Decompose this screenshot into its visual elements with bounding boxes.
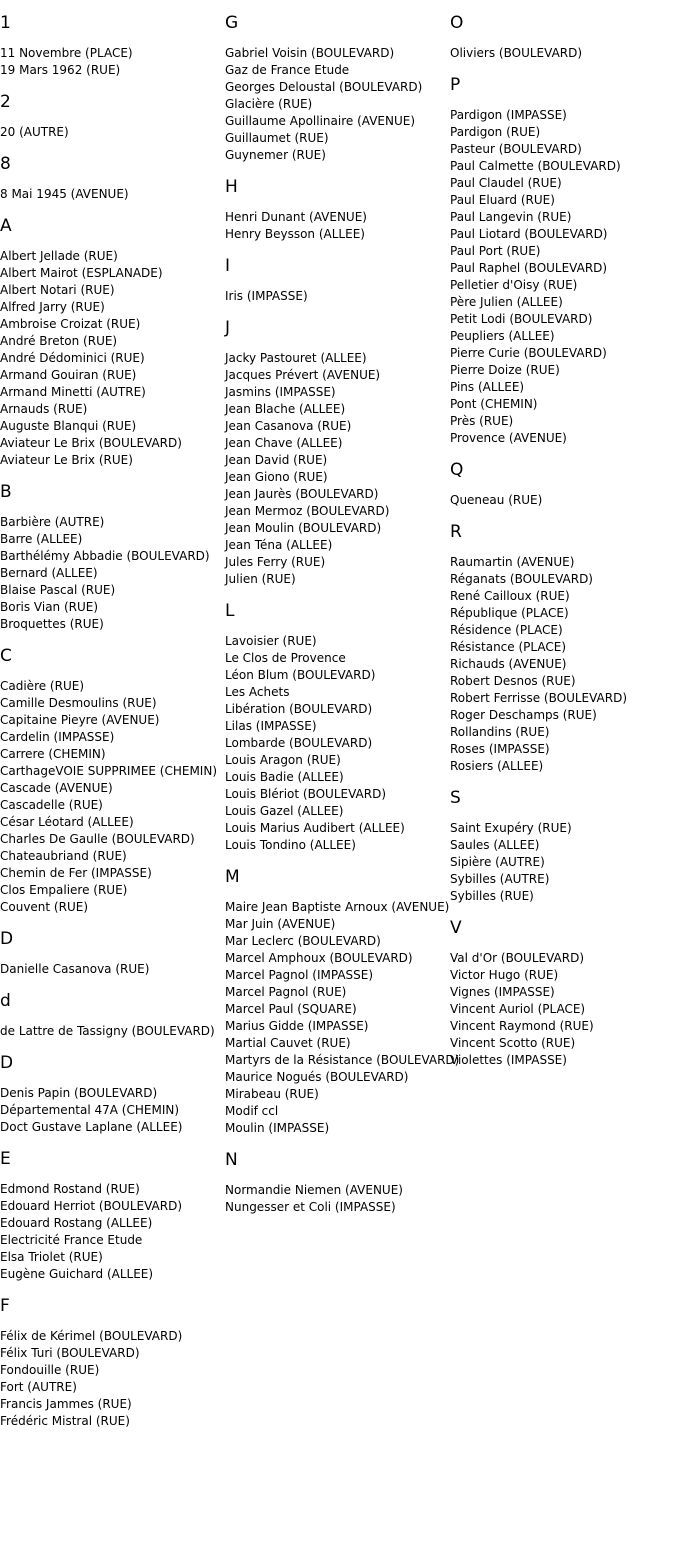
street-list bbox=[0, 961, 225, 978]
street-link[interactable]: Vincent Auriol (PLACE) bbox=[450, 1002, 586, 1016]
street-link[interactable]: Jasmins (IMPASSE) bbox=[225, 385, 336, 399]
street-link[interactable]: Martial Cauvet (RUE) bbox=[225, 1036, 351, 1050]
street-link[interactable]: Henri Dunant (AVENUE) bbox=[225, 210, 367, 224]
letter-group bbox=[450, 918, 675, 1069]
letter-heading: G bbox=[225, 13, 239, 33]
street-link[interactable]: Jacky Pastouret (ALLEE) bbox=[225, 351, 367, 365]
street-link[interactable]: Robert Ferrisse (BOULEVARD) bbox=[450, 691, 628, 705]
street-link[interactable]: Queneau (RUE) bbox=[450, 493, 543, 507]
street-link[interactable]: Jean Jaurès (BOULEVARD) bbox=[225, 487, 379, 501]
street-link[interactable]: 19 Mars 1962 (RUE) bbox=[0, 63, 121, 77]
letter-heading: M bbox=[225, 867, 240, 887]
letter-group bbox=[0, 482, 225, 633]
street-link[interactable]: Lilas (IMPASSE) bbox=[225, 719, 317, 733]
street-link[interactable]: Doct Gustave Laplane (ALLEE) bbox=[0, 1120, 183, 1134]
street-link[interactable]: Guillaume Apollinaire (AVENUE) bbox=[225, 114, 416, 128]
street-link[interactable]: Carrere (CHEMIN) bbox=[0, 747, 106, 761]
street-link[interactable]: Louis Aragon (RUE) bbox=[225, 753, 341, 767]
street-link[interactable]: Charles De Gaulle (BOULEVARD) bbox=[0, 832, 195, 846]
street-link[interactable]: République (PLACE) bbox=[450, 606, 569, 620]
street-link[interactable]: Chateaubriand (RUE) bbox=[0, 849, 127, 863]
street-link[interactable]: Armand Gouiran (RUE) bbox=[0, 368, 137, 382]
letter-heading: P bbox=[450, 75, 461, 95]
letter-heading: V bbox=[450, 918, 462, 938]
street-list bbox=[225, 350, 450, 588]
street-link[interactable]: Raumartin (AVENUE) bbox=[450, 555, 575, 569]
street-link[interactable]: de Lattre de Tassigny (BOULEVARD) bbox=[0, 1024, 215, 1038]
street-link[interactable]: Roses (IMPASSE) bbox=[450, 742, 550, 756]
letter-group bbox=[0, 1149, 225, 1283]
letter-group bbox=[0, 929, 225, 978]
street-list bbox=[0, 1085, 225, 1136]
street-link[interactable]: Edouard Herriot (BOULEVARD) bbox=[0, 1199, 183, 1213]
street-link[interactable]: Marcel Pagnol (RUE) bbox=[225, 985, 347, 999]
letter-group bbox=[450, 460, 675, 509]
street-index-column-1 bbox=[0, 0, 225, 1430]
street-list bbox=[225, 1182, 450, 1216]
letter-heading: B bbox=[0, 482, 12, 502]
street-link[interactable]: 11 Novembre (PLACE) bbox=[0, 46, 133, 60]
street-list bbox=[0, 248, 225, 469]
street-link[interactable]: Martyrs de la Résistance (BOULEVARD) bbox=[225, 1053, 460, 1067]
letter-group bbox=[0, 991, 225, 1040]
letter-group bbox=[0, 154, 225, 203]
street-link[interactable]: Albert Notari (RUE) bbox=[0, 283, 115, 297]
street-link[interactable]: Près (RUE) bbox=[450, 414, 514, 428]
letter-heading: 8 bbox=[0, 154, 11, 174]
street-list bbox=[450, 820, 675, 905]
street-link[interactable]: Barthélémy Abbadie (BOULEVARD) bbox=[0, 549, 210, 563]
street-link[interactable]: Victor Hugo (RUE) bbox=[450, 968, 559, 982]
street-link[interactable]: Iris (IMPASSE) bbox=[225, 289, 308, 303]
street-list bbox=[0, 1023, 225, 1040]
letter-heading: I bbox=[225, 256, 231, 276]
street-list bbox=[0, 1181, 225, 1283]
letter-group bbox=[225, 177, 450, 243]
street-link[interactable]: Maurice Nogués (BOULEVARD) bbox=[225, 1070, 409, 1084]
street-link[interactable]: Félix Turi (BOULEVARD) bbox=[0, 1346, 140, 1360]
street-link[interactable]: Paul Raphel (BOULEVARD) bbox=[450, 261, 608, 275]
street-link[interactable]: Les Achets bbox=[225, 685, 290, 699]
street-link[interactable]: Saules (ALLEE) bbox=[450, 838, 540, 852]
street-link[interactable]: Val d'Or (BOULEVARD) bbox=[450, 951, 584, 965]
letter-group bbox=[450, 13, 675, 62]
letter-group bbox=[450, 788, 675, 905]
street-link[interactable]: Violettes (IMPASSE) bbox=[450, 1053, 567, 1067]
letter-heading: J bbox=[225, 318, 231, 338]
street-link[interactable]: Jacques Prévert (AVENUE) bbox=[225, 368, 381, 382]
street-link[interactable]: Fort (AUTRE) bbox=[0, 1380, 77, 1394]
street-link[interactable]: Jules Ferry (RUE) bbox=[225, 555, 326, 569]
street-link[interactable]: Louis Gazel (ALLEE) bbox=[225, 804, 344, 818]
street-link[interactable]: Jean Moulin (BOULEVARD) bbox=[225, 521, 382, 535]
street-link[interactable]: Pins (ALLEE) bbox=[450, 380, 525, 394]
street-link[interactable]: Jean Mermoz (BOULEVARD) bbox=[225, 504, 390, 518]
letter-heading: S bbox=[450, 788, 461, 808]
letter-heading: N bbox=[225, 1150, 238, 1170]
street-link[interactable]: Aviateur Le Brix (BOULEVARD) bbox=[0, 436, 182, 450]
street-link[interactable]: René Cailloux (RUE) bbox=[450, 589, 570, 603]
street-link[interactable]: Albert Mairot (ESPLANADE) bbox=[0, 266, 163, 280]
street-link[interactable]: Vincent Scotto (RUE) bbox=[450, 1036, 576, 1050]
street-link[interactable]: Pelletier d'Oisy (RUE) bbox=[450, 278, 578, 292]
street-link[interactable]: Eugène Guichard (ALLEE) bbox=[0, 1267, 154, 1281]
letter-heading: D bbox=[0, 929, 14, 949]
street-list bbox=[450, 45, 675, 62]
street-link[interactable]: Père Julien (ALLEE) bbox=[450, 295, 563, 309]
street-link[interactable]: Mar Leclerc (BOULEVARD) bbox=[225, 934, 381, 948]
letter-group bbox=[225, 318, 450, 588]
letter-heading: 1 bbox=[0, 13, 11, 33]
street-link[interactable]: Lavoisier (RUE) bbox=[225, 634, 317, 648]
street-link[interactable]: Arnauds (RUE) bbox=[0, 402, 88, 416]
street-link[interactable]: Paul Eluard (RUE) bbox=[450, 193, 555, 207]
letter-heading: Q bbox=[450, 460, 464, 480]
street-link[interactable]: Danielle Casanova (RUE) bbox=[0, 962, 150, 976]
street-link[interactable]: Roger Deschamps (RUE) bbox=[450, 708, 597, 722]
letter-group bbox=[225, 256, 450, 305]
street-link[interactable]: Chemin de Fer (IMPASSE) bbox=[0, 866, 152, 880]
street-link[interactable]: Jean Casanova (RUE) bbox=[225, 419, 352, 433]
street-link[interactable]: Peupliers (ALLEE) bbox=[450, 329, 555, 343]
street-link[interactable]: Cascadelle (RUE) bbox=[0, 798, 103, 812]
street-link[interactable]: Résidence (PLACE) bbox=[450, 623, 563, 637]
street-link[interactable]: Armand Minetti (AUTRE) bbox=[0, 385, 146, 399]
street-link[interactable]: Paul Port (RUE) bbox=[450, 244, 541, 258]
street-link[interactable]: Edmond Rostand (RUE) bbox=[0, 1182, 140, 1196]
street-link[interactable]: Henry Beysson (ALLEE) bbox=[225, 227, 365, 241]
street-link[interactable]: Rollandins (RUE) bbox=[450, 725, 550, 739]
street-link[interactable]: Pardigon (RUE) bbox=[450, 125, 541, 139]
street-link[interactable]: Départemental 47A (CHEMIN) bbox=[0, 1103, 180, 1117]
letter-group bbox=[0, 646, 225, 916]
street-list bbox=[450, 492, 675, 509]
street-link[interactable]: Pardigon (IMPASSE) bbox=[450, 108, 567, 122]
street-list bbox=[225, 209, 450, 243]
street-link[interactable]: Gaz de France Etude bbox=[225, 63, 350, 77]
street-link[interactable]: Normandie Niemen (AVENUE) bbox=[225, 1183, 403, 1197]
street-link[interactable]: Fondouille (RUE) bbox=[0, 1363, 100, 1377]
street-list bbox=[450, 107, 675, 447]
street-list bbox=[0, 678, 225, 916]
street-link[interactable]: Frédéric Mistral (RUE) bbox=[0, 1414, 130, 1428]
street-link[interactable]: Camille Desmoulins (RUE) bbox=[0, 696, 157, 710]
street-link[interactable]: Electricité France Etude bbox=[0, 1233, 143, 1247]
street-link[interactable]: Cadière (RUE) bbox=[0, 679, 84, 693]
street-link[interactable]: Capitaine Pieyre (AVENUE) bbox=[0, 713, 160, 727]
street-link[interactable]: Glacière (RUE) bbox=[225, 97, 313, 111]
letter-heading: E bbox=[0, 1149, 11, 1169]
street-link[interactable]: Ambroise Croizat (RUE) bbox=[0, 317, 141, 331]
street-link[interactable]: Marcel Amphoux (BOULEVARD) bbox=[225, 951, 413, 965]
street-link[interactable]: Couvent (RUE) bbox=[0, 900, 89, 914]
street-link[interactable]: Jean Téna (ALLEE) bbox=[225, 538, 333, 552]
street-link[interactable]: Réganats (BOULEVARD) bbox=[450, 572, 593, 586]
street-link[interactable]: Georges Deloustal (BOULEVARD) bbox=[225, 80, 423, 94]
letter-heading: C bbox=[0, 646, 12, 666]
street-link[interactable]: Jean Blache (ALLEE) bbox=[225, 402, 346, 416]
street-link[interactable]: Maire Jean Baptiste Arnoux (AVENUE) bbox=[225, 900, 450, 914]
street-link[interactable]: Pont (CHEMIN) bbox=[450, 397, 538, 411]
street-link[interactable]: Lombarde (BOULEVARD) bbox=[225, 736, 373, 750]
street-link[interactable]: Sybilles (RUE) bbox=[450, 889, 534, 903]
street-list bbox=[225, 288, 450, 305]
street-link[interactable]: Gabriel Voisin (BOULEVARD) bbox=[225, 46, 395, 60]
street-link[interactable]: Sybilles (AUTRE) bbox=[450, 872, 550, 886]
street-link[interactable]: Sipière (AUTRE) bbox=[450, 855, 545, 869]
street-link[interactable]: Marius Gidde (IMPASSE) bbox=[225, 1019, 369, 1033]
street-link[interactable]: Provence (AVENUE) bbox=[450, 431, 567, 445]
street-link[interactable]: Louis Badie (ALLEE) bbox=[225, 770, 344, 784]
street-list bbox=[0, 186, 225, 203]
street-link[interactable]: Guynemer (RUE) bbox=[225, 148, 326, 162]
street-link[interactable]: Julien (RUE) bbox=[225, 572, 296, 586]
street-link[interactable]: CarthageVOIE SUPPRIMEE (CHEMIN) bbox=[0, 764, 218, 778]
street-link[interactable]: Saint Exupéry (RUE) bbox=[450, 821, 572, 835]
street-link[interactable]: Jean Chave (ALLEE) bbox=[225, 436, 343, 450]
street-link[interactable]: Denis Papin (BOULEVARD) bbox=[0, 1086, 158, 1100]
street-link[interactable]: Pierre Doize (RUE) bbox=[450, 363, 560, 377]
street-link[interactable]: Robert Desnos (RUE) bbox=[450, 674, 576, 688]
street-link[interactable]: Paul Calmette (BOULEVARD) bbox=[450, 159, 621, 173]
street-link[interactable]: Marcel Paul (SQUARE) bbox=[225, 1002, 357, 1016]
street-link[interactable]: Marcel Pagnol (IMPASSE) bbox=[225, 968, 374, 982]
street-link[interactable]: Guillaumet (RUE) bbox=[225, 131, 329, 145]
street-link[interactable]: Paul Langevin (RUE) bbox=[450, 210, 572, 224]
street-link[interactable]: Jean Giono (RUE) bbox=[225, 470, 328, 484]
street-link[interactable]: Moulin (IMPASSE) bbox=[225, 1121, 330, 1135]
street-link[interactable]: Rosiers (ALLEE) bbox=[450, 759, 544, 773]
letter-heading: L bbox=[225, 601, 235, 621]
letter-group bbox=[450, 522, 675, 775]
street-list bbox=[0, 1328, 225, 1430]
letter-group bbox=[0, 1296, 225, 1430]
letter-heading: A bbox=[0, 216, 12, 236]
street-link[interactable]: Albert Jellade (RUE) bbox=[0, 249, 118, 263]
street-link[interactable]: André Breton (RUE) bbox=[0, 334, 118, 348]
street-list bbox=[0, 124, 225, 141]
street-link[interactable]: Barbière (AUTRE) bbox=[0, 515, 105, 529]
letter-group bbox=[0, 92, 225, 141]
street-link[interactable]: Le Clos de Provence bbox=[225, 651, 346, 665]
street-link[interactable]: Paul Claudel (RUE) bbox=[450, 176, 562, 190]
street-index-column-2 bbox=[225, 0, 460, 1216]
letter-group bbox=[0, 13, 225, 79]
letter-heading: F bbox=[0, 1296, 10, 1316]
street-link[interactable]: Louis Tondino (ALLEE) bbox=[225, 838, 356, 852]
letter-heading: d bbox=[0, 991, 11, 1011]
street-link[interactable]: 8 Mai 1945 (AVENUE) bbox=[0, 187, 129, 201]
letter-group bbox=[225, 601, 450, 854]
street-list bbox=[0, 45, 225, 79]
street-link[interactable]: Mar Juin (AVENUE) bbox=[225, 917, 336, 931]
street-link[interactable]: Vincent Raymond (RUE) bbox=[450, 1019, 594, 1033]
street-link[interactable]: Vignes (IMPASSE) bbox=[450, 985, 555, 999]
street-link[interactable]: Broquettes (RUE) bbox=[0, 617, 104, 631]
street-link[interactable]: Bernard (ALLEE) bbox=[0, 566, 98, 580]
street-link[interactable]: Cardelin (IMPASSE) bbox=[0, 730, 115, 744]
street-link[interactable]: Jean David (RUE) bbox=[225, 453, 328, 467]
street-link[interactable]: Résistance (PLACE) bbox=[450, 640, 566, 654]
letter-heading: D bbox=[0, 1053, 14, 1073]
street-link[interactable]: Richauds (AVENUE) bbox=[450, 657, 567, 671]
letter-group bbox=[0, 1053, 225, 1136]
street-link[interactable]: Léon Blum (BOULEVARD) bbox=[225, 668, 376, 682]
street-link[interactable]: André Dédominici (RUE) bbox=[0, 351, 145, 365]
street-list bbox=[225, 45, 450, 164]
street-link[interactable]: Barre (ALLEE) bbox=[0, 532, 83, 546]
street-link[interactable]: Cascade (AVENUE) bbox=[0, 781, 113, 795]
street-link[interactable]: Paul Liotard (BOULEVARD) bbox=[450, 227, 608, 241]
letter-group bbox=[450, 75, 675, 447]
street-link[interactable]: Libération (BOULEVARD) bbox=[225, 702, 373, 716]
letter-group bbox=[0, 216, 225, 469]
street-list bbox=[450, 950, 675, 1069]
street-link[interactable]: Blaise Pascal (RUE) bbox=[0, 583, 116, 597]
letter-heading: H bbox=[225, 177, 238, 197]
letter-heading: O bbox=[450, 13, 464, 33]
street-link[interactable]: Louis Blériot (BOULEVARD) bbox=[225, 787, 387, 801]
street-link[interactable]: Modif ccl bbox=[225, 1104, 279, 1118]
street-link[interactable]: Louis Marius Audibert (ALLEE) bbox=[225, 821, 405, 835]
street-link[interactable]: Mirabeau (RUE) bbox=[225, 1087, 319, 1101]
street-link[interactable]: César Léotard (ALLEE) bbox=[0, 815, 134, 829]
street-link[interactable]: Nungesser et Coli (IMPASSE) bbox=[225, 1200, 396, 1214]
street-link[interactable]: Pasteur (BOULEVARD) bbox=[450, 142, 582, 156]
street-link[interactable]: Pierre Curie (BOULEVARD) bbox=[450, 346, 607, 360]
letter-heading: R bbox=[450, 522, 462, 542]
street-link[interactable]: Petit Lodi (BOULEVARD) bbox=[450, 312, 593, 326]
street-link[interactable]: Elsa Triolet (RUE) bbox=[0, 1250, 103, 1264]
street-index-column-3 bbox=[450, 0, 675, 1069]
street-list bbox=[225, 633, 450, 854]
street-link[interactable]: Auguste Blanqui (RUE) bbox=[0, 419, 137, 433]
street-link[interactable]: Félix de Kérimel (BOULEVARD) bbox=[0, 1329, 183, 1343]
street-link[interactable]: 20 (AUTRE) bbox=[0, 125, 69, 139]
letter-group bbox=[225, 1150, 450, 1216]
street-link[interactable]: Francis Jammes (RUE) bbox=[0, 1397, 132, 1411]
street-list bbox=[450, 554, 675, 775]
street-link[interactable]: Oliviers (BOULEVARD) bbox=[450, 46, 583, 60]
letter-group bbox=[225, 867, 460, 1137]
street-link[interactable]: Boris Vian (RUE) bbox=[0, 600, 99, 614]
street-link[interactable]: Clos Empaliere (RUE) bbox=[0, 883, 128, 897]
street-link[interactable]: Edouard Rostang (ALLEE) bbox=[0, 1216, 153, 1230]
street-list bbox=[0, 514, 225, 633]
street-link[interactable]: Alfred Jarry (RUE) bbox=[0, 300, 105, 314]
street-link[interactable]: Aviateur Le Brix (RUE) bbox=[0, 453, 133, 467]
letter-group bbox=[225, 13, 450, 164]
letter-heading: 2 bbox=[0, 92, 11, 112]
street-list bbox=[225, 899, 460, 1137]
